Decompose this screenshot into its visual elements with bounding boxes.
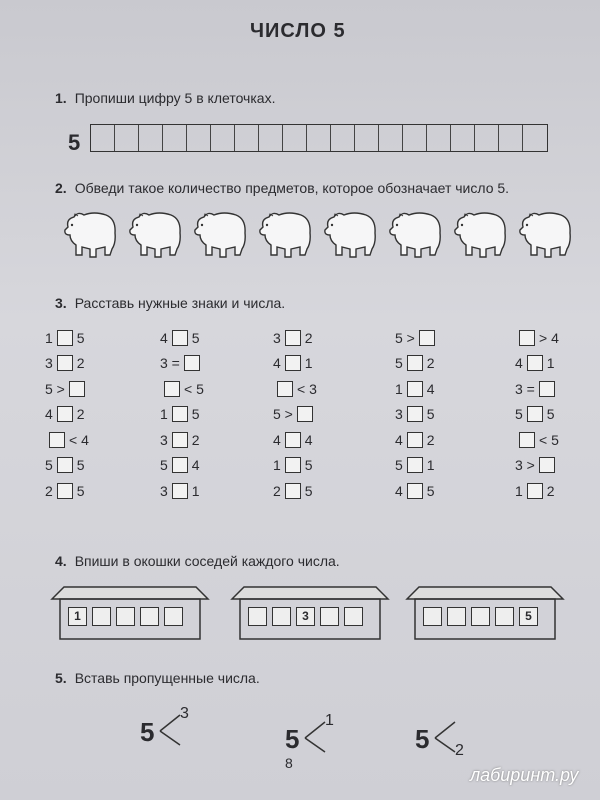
task-4-text: Впиши в окошки соседей каждого числа. <box>74 553 340 569</box>
page-title: ЧИСЛО 5 <box>250 20 346 42</box>
comparison-row <box>515 325 559 351</box>
answer-box[interactable] <box>57 483 73 499</box>
answer-box[interactable] <box>69 381 85 397</box>
tree-root-number: 5 <box>285 724 300 754</box>
comparison-row <box>515 427 559 453</box>
bear-icon[interactable] <box>125 205 185 260</box>
comparison-row <box>273 325 317 351</box>
right-term: 5 <box>191 329 200 346</box>
task-3-instruction <box>55 295 285 311</box>
number-house <box>405 585 565 645</box>
comparison-row <box>45 351 89 377</box>
right-term: > 4 <box>539 329 559 346</box>
task-4-number: 4. <box>55 553 67 569</box>
cell[interactable] <box>259 125 283 151</box>
house-window[interactable] <box>423 607 442 626</box>
comparison-row <box>160 453 204 479</box>
house-window[interactable] <box>164 607 183 626</box>
left-term: 4 <box>45 406 53 423</box>
answer-box[interactable] <box>407 432 423 448</box>
comparison-row <box>273 402 317 428</box>
cell[interactable] <box>283 125 307 151</box>
right-term: 5 <box>546 406 555 423</box>
house-window[interactable]: 3 <box>296 607 315 626</box>
task-1-instruction <box>55 90 275 106</box>
left-term: 5 <box>395 457 403 474</box>
bear-icon[interactable] <box>320 205 380 260</box>
comparison-row <box>160 427 204 453</box>
tree-branches <box>303 712 343 762</box>
comparison-row <box>160 478 204 504</box>
cell[interactable] <box>499 125 523 151</box>
right-term: 5 <box>76 329 85 346</box>
right-term: < 5 <box>184 380 204 397</box>
left-term: 5 <box>395 355 403 372</box>
cell[interactable] <box>403 125 427 151</box>
task-1-text: Пропиши цифру 5 в клеточках. <box>74 90 276 106</box>
right-term: 2 <box>426 355 435 372</box>
answer-box[interactable] <box>519 330 535 346</box>
answer-box[interactable] <box>527 406 543 422</box>
right-term: 5 <box>426 406 435 423</box>
comparison-column <box>160 325 204 504</box>
task-2-text: Обведи такое количество предметов, которое обозначает число 5. <box>74 180 510 196</box>
right-term: 2 <box>426 431 435 448</box>
answer-box[interactable] <box>539 457 555 473</box>
left-term: 5 > <box>45 380 65 397</box>
house-window[interactable] <box>92 607 111 626</box>
left-term: 1 <box>395 380 403 397</box>
number-house <box>230 585 390 645</box>
right-term: 4 <box>191 457 200 474</box>
house-window[interactable] <box>116 607 135 626</box>
comparison-row <box>395 427 439 453</box>
comparison-row <box>515 478 559 504</box>
tree-branches <box>433 712 473 762</box>
left-term: 5 <box>45 457 53 474</box>
comparison-column <box>395 325 439 504</box>
task-1-digit: 5 <box>68 130 81 155</box>
right-term: 5 <box>304 482 313 499</box>
comparison-column <box>273 325 317 504</box>
right-term: 2 <box>546 482 555 499</box>
cell[interactable] <box>235 125 259 151</box>
answer-box[interactable] <box>519 432 535 448</box>
house-window[interactable] <box>471 607 490 626</box>
bear-icon[interactable] <box>190 205 250 260</box>
comparison-row <box>395 351 439 377</box>
comparison-row <box>45 478 89 504</box>
answer-box[interactable] <box>172 330 188 346</box>
house-window[interactable] <box>248 607 267 626</box>
task-5-number: 5. <box>55 670 67 686</box>
comparison-row <box>515 376 559 402</box>
task-4-instruction <box>55 553 340 569</box>
comparison-row <box>395 402 439 428</box>
house-window[interactable] <box>140 607 159 626</box>
task-5-text: Вставь пропущенные числа. <box>74 670 260 686</box>
tree-bottom-box[interactable]: 2 <box>455 742 464 759</box>
answer-box[interactable] <box>57 330 73 346</box>
house-window[interactable] <box>495 607 514 626</box>
comparison-row <box>45 325 89 351</box>
left-term: 1 <box>45 329 53 346</box>
task-2-number: 2. <box>55 180 67 196</box>
answer-box[interactable] <box>57 406 73 422</box>
answer-box[interactable] <box>407 355 423 371</box>
answer-box[interactable] <box>285 457 301 473</box>
house-window[interactable] <box>272 607 291 626</box>
tree-branches <box>158 705 198 755</box>
cell[interactable] <box>451 125 475 151</box>
left-term: 4 <box>395 431 403 448</box>
watermark-logo: лабиринт.ру <box>470 765 579 785</box>
right-term: 2 <box>304 329 313 346</box>
answer-box[interactable] <box>172 432 188 448</box>
answer-box[interactable] <box>527 483 543 499</box>
task-3-text: Расставь нужные знаки и числа. <box>74 295 286 311</box>
cell[interactable] <box>139 125 163 151</box>
right-term: 5 <box>304 457 313 474</box>
house-window[interactable] <box>320 607 339 626</box>
comparison-row <box>45 402 89 428</box>
left-term: 4 <box>515 355 523 372</box>
answer-box[interactable] <box>407 406 423 422</box>
right-term: 5 <box>76 482 85 499</box>
workbook-page <box>20 0 595 800</box>
comparison-row <box>273 453 317 479</box>
left-term: 5 > <box>395 329 415 346</box>
cell[interactable] <box>331 125 355 151</box>
number-house <box>50 585 210 645</box>
comparison-row <box>160 351 204 377</box>
right-term: 2 <box>76 355 85 372</box>
cell[interactable] <box>211 125 235 151</box>
comparison-row <box>395 325 439 351</box>
task-3-number: 3. <box>55 295 67 311</box>
cell[interactable] <box>523 125 547 151</box>
answer-box[interactable] <box>297 406 313 422</box>
right-term: 2 <box>191 431 200 448</box>
left-term: 3 <box>395 406 403 423</box>
tree-root-number: 5 <box>140 717 155 747</box>
answer-box[interactable] <box>57 457 73 473</box>
comparison-row <box>273 376 317 402</box>
comparison-row <box>273 478 317 504</box>
answer-box[interactable] <box>184 355 200 371</box>
comparison-row <box>515 453 559 479</box>
cell[interactable] <box>379 125 403 151</box>
answer-box[interactable] <box>285 330 301 346</box>
task-5-instruction <box>55 670 260 686</box>
cell[interactable] <box>355 125 379 151</box>
cell[interactable] <box>91 125 115 151</box>
comparison-row <box>45 376 89 402</box>
house-window[interactable] <box>447 607 466 626</box>
left-term: 5 <box>160 457 168 474</box>
tree-top-box[interactable]: 3 <box>180 705 189 722</box>
comparison-row <box>515 351 559 377</box>
comparison-row <box>45 427 89 453</box>
right-term: 1 <box>426 457 435 474</box>
left-term: 1 <box>515 482 523 499</box>
bear-icon[interactable] <box>385 205 445 260</box>
comparison-row <box>273 427 317 453</box>
comparison-row <box>395 376 439 402</box>
right-term: 4 <box>304 431 313 448</box>
answer-box[interactable] <box>172 457 188 473</box>
house-window[interactable]: 1 <box>68 607 87 626</box>
bear-icon[interactable] <box>60 205 120 260</box>
bear-icon[interactable] <box>255 205 315 260</box>
answer-box[interactable] <box>407 381 423 397</box>
writing-cells[interactable] <box>90 124 548 152</box>
answer-box[interactable] <box>172 406 188 422</box>
bear-icon[interactable] <box>450 205 510 260</box>
left-term: 1 <box>273 457 281 474</box>
right-term: 1 <box>304 355 313 372</box>
comparison-row <box>273 351 317 377</box>
right-term: < 5 <box>539 431 559 448</box>
bear-row <box>60 205 580 265</box>
left-term: 2 <box>45 482 53 499</box>
comparison-row <box>160 325 204 351</box>
cell[interactable] <box>307 125 331 151</box>
left-term: 1 <box>160 406 168 423</box>
comparison-row <box>395 453 439 479</box>
bear-icon[interactable] <box>515 205 575 260</box>
cell[interactable] <box>163 125 187 151</box>
left-term: 3 = <box>515 380 535 397</box>
number-tree <box>140 705 210 765</box>
left-term: 3 <box>45 355 53 372</box>
right-term: 5 <box>426 482 435 499</box>
left-term: 5 > <box>273 406 293 423</box>
task-1-number: 1. <box>55 90 67 106</box>
tree-root-number: 5 <box>415 724 430 754</box>
right-term: 4 <box>426 380 435 397</box>
comparison-row <box>160 376 204 402</box>
left-term: 3 <box>160 431 168 448</box>
right-term: 5 <box>191 406 200 423</box>
cell[interactable] <box>475 125 499 151</box>
left-term: 2 <box>273 482 281 499</box>
right-term: 5 <box>76 457 85 474</box>
right-term: < 3 <box>297 380 317 397</box>
comparison-column <box>45 325 89 504</box>
answer-box[interactable] <box>407 483 423 499</box>
comparison-row <box>45 453 89 479</box>
answer-box[interactable] <box>285 483 301 499</box>
answer-box[interactable] <box>285 432 301 448</box>
cell[interactable] <box>115 125 139 151</box>
left-term: 4 <box>273 431 281 448</box>
answer-box[interactable] <box>527 355 543 371</box>
tree-top-box[interactable]: 1 <box>325 712 334 729</box>
left-term: 3 = <box>160 355 180 372</box>
right-term: 1 <box>546 355 555 372</box>
left-term: 4 <box>395 482 403 499</box>
answer-box[interactable] <box>539 381 555 397</box>
house-window[interactable]: 5 <box>519 607 538 626</box>
answer-box[interactable] <box>57 355 73 371</box>
house-window[interactable] <box>344 607 363 626</box>
right-term: < 4 <box>69 431 89 448</box>
answer-box[interactable] <box>285 355 301 371</box>
page-number: 8 <box>285 755 293 771</box>
left-term: 3 > <box>515 457 535 474</box>
right-term: 1 <box>191 482 200 499</box>
answer-box[interactable] <box>164 381 180 397</box>
left-term: 4 <box>273 355 281 372</box>
left-term: 4 <box>160 329 168 346</box>
number-tree <box>415 712 485 772</box>
answer-box[interactable] <box>277 381 293 397</box>
answer-box[interactable] <box>419 330 435 346</box>
answer-box[interactable] <box>172 483 188 499</box>
number-tree <box>285 712 355 772</box>
right-term: 2 <box>76 406 85 423</box>
task-2-instruction <box>55 180 509 196</box>
left-term: 3 <box>160 482 168 499</box>
comparison-row <box>515 402 559 428</box>
cell[interactable] <box>427 125 451 151</box>
comparison-column <box>515 325 559 504</box>
answer-box[interactable] <box>49 432 65 448</box>
left-term: 3 <box>273 329 281 346</box>
cell[interactable] <box>187 125 211 151</box>
left-term: 5 <box>515 406 523 423</box>
comparison-row <box>160 402 204 428</box>
comparison-row <box>395 478 439 504</box>
answer-box[interactable] <box>407 457 423 473</box>
